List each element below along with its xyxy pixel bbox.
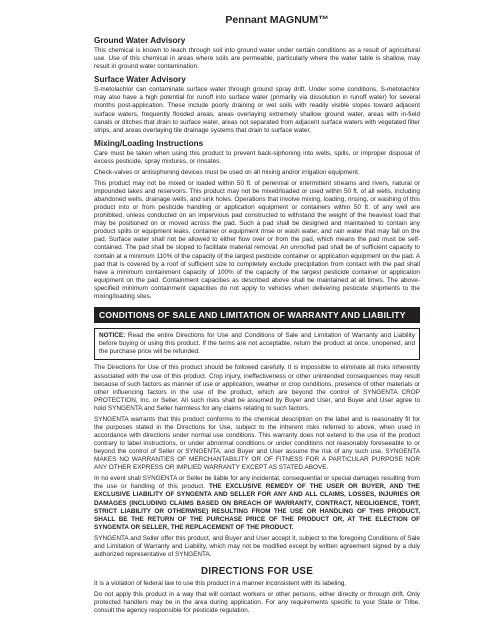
mixing-heading: Mixing/Loading Instructions <box>94 138 204 148</box>
conditions-paragraph-4: SYNGENTA and Seller offer this product, and Buyer and User accept it, subject to the foregoing Conditions of Sale and Limitation of Warranty and Liability, which may not be modified except by written agreement signed by a duly authorized representative of SYNGENTA. <box>94 534 420 558</box>
directions-paragraph-2: Do not apply this product in a way that will contact workers or other persons, either directly or through drift. Only protected handlers may be in the area during application. For any requirements specific to your State or Tribe, consult the agency responsible for pesticide regulation. <box>94 590 420 615</box>
mixing-paragraph-1: Care must be taken when using this product to prevent back-siphoning into wells, spills, or improper disposal of excess pesticide, spray mixtures, or rinsates. <box>94 149 420 165</box>
ground-water-heading: Ground Water Advisory <box>94 36 186 45</box>
conditions-paragraph-3-plain: In no event shall SYNGENTA or Seller be liable for any incidental, consequential or special damages resulting from the use or handling of this product. <box>94 475 420 491</box>
mixing-paragraph-3: This product may not be mixed or loaded within 50 ft. of perennial or intermittent streams and rivers, natural or impounded lakes and reservoirs. This product may not be mixed/loaded or used within 50 ft. of all wells, including abandoned wells, drainage wells, and sink holes. Operations that involve mixing, loading, rinsing, or washing of this product into or from pesticide handling or application equipment or containers within 50 ft. of any well are prohibited, unless conducted on an impervious pad constructed to withstand the weight of the heaviest load that may be positioned on or moved across the pad. Such a pad shall be designed and maintained to contain any product spills or equipment leaks, container or equipment rinse or wash water, and rain water that may fall on the pad. Surface water shall not be allowed to either flow over or from the pad, which means the pad must be self-contained. The pad shall be sloped to facilitate material removal. An unroofed pad shall be of sufficient capacity to contain at a minimum 110% of the capacity of the largest pesticide container or application equipment on the pad. A pad that is covered by a roof of sufficient size to completely exclude precipitation from contact with the pad shall have a minimum containment capacity of 100% of the capacity of the largest pesticide container or application equipment on the pad. Containment capacities as described above shall be maintained at all times. The above-specified minimum containment capacities do not apply to vehicles when delivering pesticide shipments to the mixing/loading sites. <box>94 179 420 301</box>
surface-water-text: S-metolachlor can contaminate surface water through ground spray drift. Under some conditions, S-metolachlor may also have a high potential for runoff into surface water (primarily via dissolution in runoff water) for several months post-application. These include poorly draining or wet soils with readily visible slopes toward adjacent surface waters, frequently flooded areas, areas overlaying extremely shallow ground water, areas with in-field canals or ditches that drain to surface water, areas not separated from adjacent surface waters with vegetated filter strips, and areas overlaying tile drainage systems that drain to surface water. <box>94 86 420 134</box>
notice-text: Read the entire Directions for Use and Conditions of Sale and Limitation of Warranty and Liability before buying or using this product. If the terms are not acceptable, return the product at once, unopened, and the purchase price will be refunded. <box>99 332 415 356</box>
notice-label: NOTICE: <box>99 332 126 340</box>
label-page <box>94 14 420 618</box>
conditions-paragraph-3-bold: THE EXCLUSIVE REMEDY OF THE USER OR BUYER, AND THE EXCLUSIVE LIABILITY OF SYNGENTA AND SELLER FOR ANY AND ALL CLAIMS, LOSSES, INJURIES OR DAMAGES (INCLUDING CLAIMS BASED ON BREACH OF WARRANTY, CONTRACT, NEGLIGENCE, TORT, STRICT LIABILITY OR OTHERWISE) RESULTING FROM THE USE OR HANDLING OF THIS PRODUCT, SHALL BE THE RETURN OF THE PURCHASE PRICE OF THE PRODUCT OR, AT THE ELECTION OF SYNGENTA OR SELLER, THE REPLACEMENT OF THE PRODUCT. <box>94 483 420 531</box>
conditions-paragraph-3 <box>94 475 420 532</box>
page-title: Pennant MAGNUM™ <box>225 14 329 26</box>
notice-box <box>94 328 420 360</box>
mixing-paragraph-2: Check-valves or antisiphoning devices must be used on all mixing and/or irrigation equipment. <box>94 168 360 176</box>
conditions-paragraph-2: SYNGENTA warrants that this product conforms to the chemical description on the label and is reasonably fit for the purposes stated in the Directions for Use, subject to the inherent risks referred to above, when used in accordance with directions under normal use conditions. This warranty does not extend to the use of the product contrary to label instructions, or under abnormal conditions or under conditions not reasonably foreseeable to or beyond the control of Seller or SYNGENTA, and Buyer and User assume the risk of any such use. SYNGENTA MAKES NO WARRANTIES OF MERCHANTABILITY OR OF FITNESS FOR A PARTICULAR PURPOSE NOR ANY OTHER EXPRESS OR IMPLIED WARRANTY EXCEPT AS STATED ABOVE. <box>94 415 420 472</box>
conditions-heading-bar: CONDITIONS OF SALE AND LIMITATION OF WARRANTY AND LIABILITY <box>94 307 420 323</box>
surface-water-heading: Surface Water Advisory <box>94 75 186 85</box>
ground-water-text: This chemical is known to leach through soil into ground water under certain conditions as a result of agricultural use. Use of this chemical in areas where soils are permeable, particularly where the water table is shallow, may result in ground water contamination. <box>94 47 420 71</box>
conditions-paragraph-1: The Directions for Use of this product should be followed carefully. It is impossible to eliminate all risks inherently associated with the use of this product. Crop injury, ineffectiveness or other unintended consequences may result because of such factors as manner of use or application, weather or crop conditions, presence of other materials or other influencing factors in the use of the product, which are beyond the control of SYNGENTA CROP PROTECTION, Inc. or Seller. All such risks shall be assumed by Buyer and User, and Buyer and User agree to hold SYNGENTA and Seller harmless for any claims relating to such factors. <box>94 364 420 412</box>
directions-paragraph-1: It is a violation of federal law to use this product in a manner inconsistent with its labeling. <box>94 579 347 587</box>
directions-heading: DIRECTIONS FOR USE <box>200 565 314 577</box>
